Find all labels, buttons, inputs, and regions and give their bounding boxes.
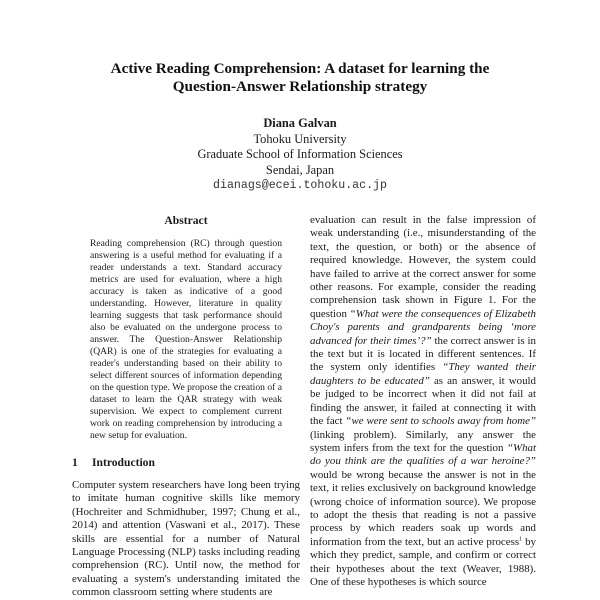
author-block	[0, 116, 600, 194]
text-run: (linking problem). Similarly, any answer the system infers from the text for the question	[310, 428, 536, 454]
right-column	[310, 214, 536, 589]
introduction-text-right	[310, 214, 536, 589]
abstract-heading: Abstract	[164, 214, 208, 227]
section-title: Introduction	[92, 456, 155, 469]
paper-title	[0, 60, 600, 96]
author-email: dianags@ecei.tohoku.ac.jp	[213, 179, 387, 193]
author-affiliation-school: Graduate School of Information Sciences	[197, 147, 403, 162]
section-number: 1	[72, 456, 78, 469]
quoted-question: “They wanted their daughters to be educated”	[310, 361, 536, 387]
abstract-text: Reading comprehension (RC) through question answering is a useful method for evaluating if a reader understands a text. Standard accuracy metrics are used for evaluation, where a high accuracy is taken as indicative of a good understanding. However, literature in quality learning suggests that task performance should also be evaluated on the undergone process to answer. The Question-Answer Relationship (QAR) is one of the strategies for evaluating a reader's understanding based on their ability to select different sources of information depending on the question type. We propose the creation of a dataset to learn the QAR strategy with weak supervision. We expect to complement current work on reading comprehension by introducing a new setup for evaluation.	[90, 238, 282, 441]
paper-title-line-2: Question-Answer Relationship strategy	[172, 78, 428, 95]
quoted-question: “What do you think are the qualities of a war heroine?”	[310, 441, 536, 468]
author-affiliation-university: Tohoku University	[253, 131, 347, 146]
author-name: Diana Galvan	[263, 116, 337, 130]
quoted-question: “What were the consequences of Elizabeth Choy's parents and grandparents being ‘more advanced for their times’?”	[310, 307, 536, 347]
section-heading-introduction	[72, 456, 300, 470]
text-run: as an answer, it would be judged to be incorrect when it did not fail at finding the answer, it failed at connecting it with the fact	[310, 374, 536, 428]
introduction-text-left: Computer system researchers have long been trying to imitate human cognitive skills like memory (Hochreiter and Schmidhuber, 1997; Chung et al., 2014) and attention (Vaswani et al., 2017). These skills are essential for a number of Natural Language Processing (NLP) tasks including reading comprehension (RC). Until now, the method for evaluating a system's understanding imitated the common classroom setting where students are	[72, 479, 300, 599]
text-run: the correct answer is in the text but it is located in different sentences. If the system only identifies	[310, 334, 536, 374]
text-run: by which they predict, sample, and confirm or correct their hypotheses about the text (Weaver, 1988). One of these hypotheses is which source	[310, 535, 536, 588]
text-run: evaluation can result in the false impression of weak understanding (i.e., misunderstanding of the text, the question, or both) or the absence of required knowledge. However, the system could have failed to arrive at the correct answer for some other reasons. For example, consider the reading comprehension task shown in Figure 1. For the question	[310, 214, 536, 320]
footnote-marker: 1	[519, 536, 523, 543]
author-location: Sendai, Japan	[265, 162, 335, 177]
paper-title-line-1: Active Reading Comprehension: A dataset for learning the	[110, 60, 490, 77]
text-run: would be wrong because the answer is not in the text, it relies exclusively on background knowledge (wrong choice of information source). We propose to adopt the thesis that reading is not a passive process by which readers soak up words and information from the text, but an active process	[310, 468, 536, 548]
left-column	[72, 214, 300, 600]
quoted-question: “we were sent to schools away from home”	[345, 415, 537, 428]
